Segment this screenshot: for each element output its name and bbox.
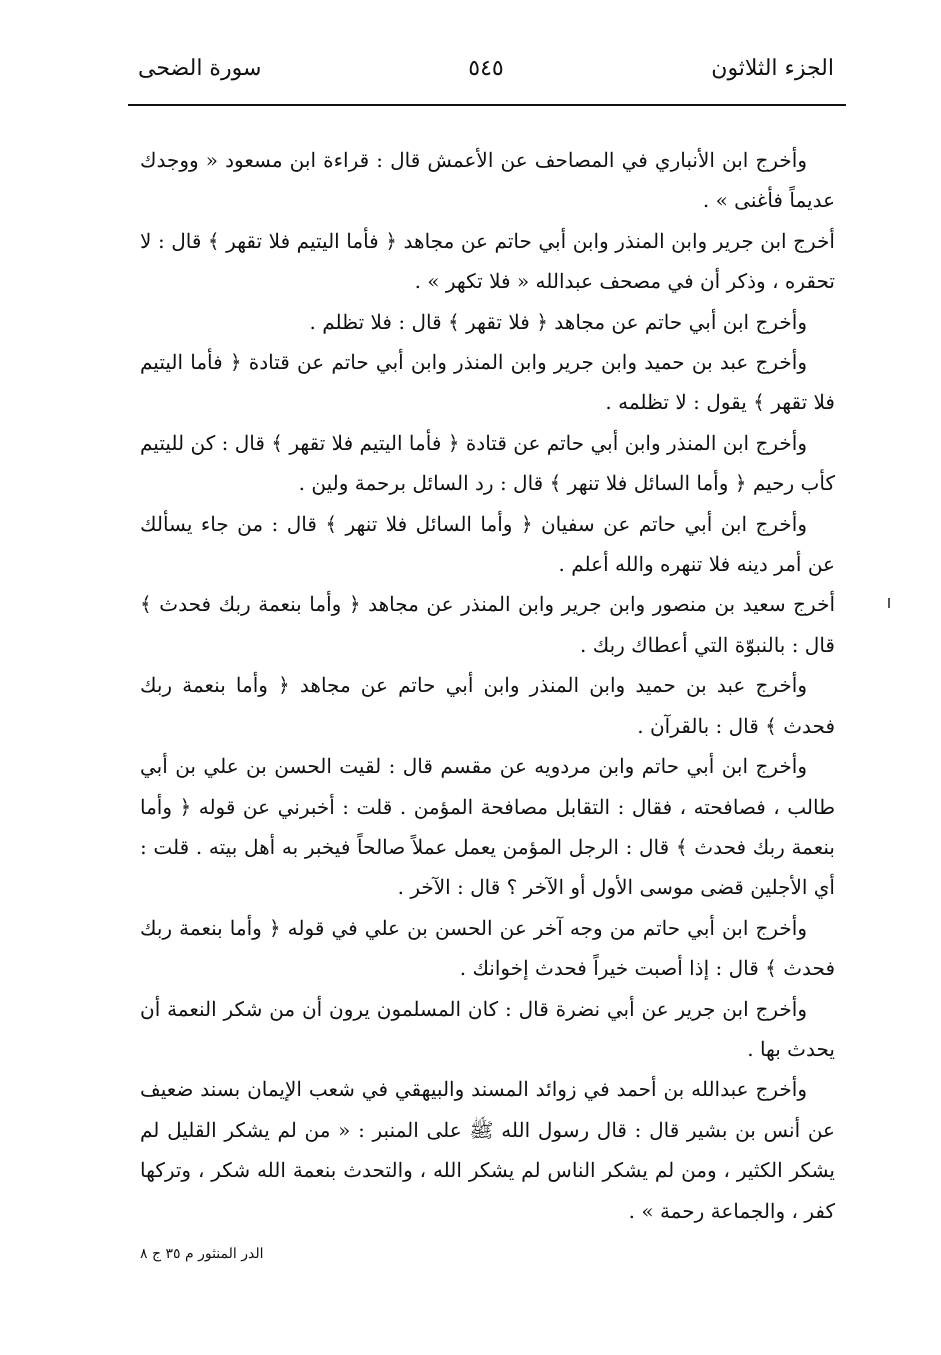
juz-title: الجزء الثلاثون <box>711 56 834 81</box>
paragraph: وأخرج ابن أبي حاتم وابن مردويه عن مقسم قال : لقيت الحسن بن علي بن أبي طالب ، فصافحته ، فقال : التقابل مصافحة المؤمن . قلت : أخبرني عن قوله ﴿ وأما بنعمة ربك فحدث ﴾ قال : الرجل المؤمن يعمل عملاً صالحاً فيخبر به أهل بيته . قلت : أي الأجلين قضى موسى الأول أو الآخر ؟ قال : الآخر . <box>140 754 835 900</box>
paragraph: وأخرج ابن أبي حاتم عن سفيان ﴿ وأما السائل فلا تنهر ﴾ قال : من جاء يسألك عن أمر دينه فلا تنهره والله أعلم . <box>140 511 835 577</box>
paragraph: وأخرج ابن جرير عن أبي نضرة قال : كان المسلمون يرون أن من شكر النعمة أن يحدث بها . <box>140 996 835 1061</box>
paragraph: وأخرج عبدالله بن أحمد في زوائد المسند والبيهقي في شعب الإيمان بسند ضعيف عن أنس بن بشير قال : قال رسول الله ﷺ على المنبر : « من لم يشكر القليل لم يشكر الكثير ، ومن لم يشكر الناس لم يشكر الله ، والتحدث بنعمة الله شكر ، وتركها كفر ، والجماعة رحمة » . <box>140 1077 835 1223</box>
paragraph: وأخرج عبد بن حميد وابن جرير وابن المنذر وابن أبي حاتم عن قتادة ﴿ فأما اليتيم فلا تقهر ﴾ يقول : لا تظلمه . <box>140 350 835 415</box>
paragraph: أخرج ابن جرير وابن المنذر وابن أبي حاتم عن مجاهد ﴿ فأما اليتيم فلا تقهر ﴾ قال : لا تحقره ، وذكر أن في مصحف عبدالله « فلا تكهر » . <box>140 228 835 294</box>
paragraph: وأخرج عبد بن حميد وابن المنذر وابن أبي حاتم عن مجاهد ﴿ وأما بنعمة ربك فحدث ﴾ قال : بالقرآن . <box>140 673 835 738</box>
paragraph: وأخرج ابن أبي حاتم من وجه آخر عن الحسن بن علي في قوله ﴿ وأما بنعمة ربك فحدث ﴾ قال : إذا أصبت خيراً فحدث إخوانك . <box>140 915 835 981</box>
page-footer: الدر المنثور م ٣٥ ج ٨ <box>140 1246 264 1262</box>
page-body <box>140 140 835 1231</box>
paragraph: أخرج سعيد بن منصور وابن جرير وابن المنذر عن مجاهد ﴿ وأما بنعمة ربك فحدث ﴾ قال : بالنبوّة التي أعطاك ربك . <box>140 592 835 657</box>
page-header <box>138 56 834 96</box>
margin-mark <box>888 598 890 608</box>
paragraph: وأخرج ابن أبي حاتم عن مجاهد ﴿ فلا تقهر ﴾ قال : فلا تظلم . <box>309 309 807 334</box>
paragraph: وأخرج ابن الأنباري في المصاحف عن الأعمش قال : قراءة ابن مسعود « ووجدك عديماً فأغنى » . <box>140 148 835 213</box>
header-rule <box>128 104 846 106</box>
surah-title: سورة الضحى <box>138 56 262 81</box>
page-number: ٥٤٥ <box>468 56 504 81</box>
paragraph: وأخرج ابن المنذر وابن أبي حاتم عن قتادة ﴿ فأما اليتيم فلا تقهر ﴾ قال : كن لليتيم كأب رحيم ﴿ وأما السائل فلا تنهر ﴾ قال : رد السائل برحمة ولين . <box>140 430 835 496</box>
